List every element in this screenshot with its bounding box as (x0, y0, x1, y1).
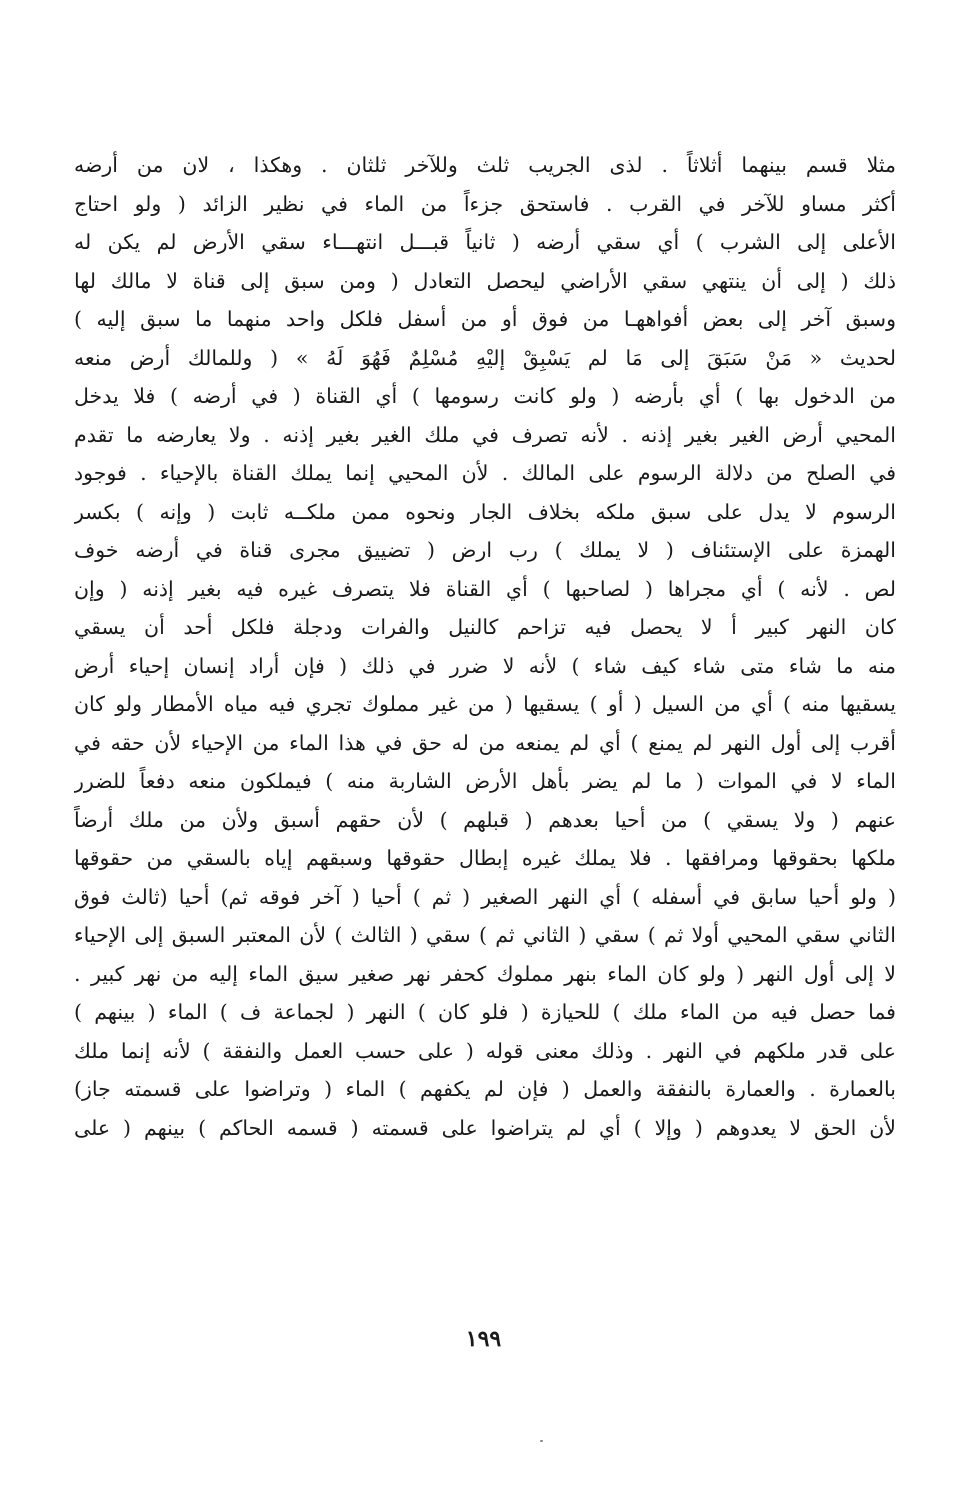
text-line: كان النهر كبير أ لا يحصل فيه تزاحم كالنيل والفرات ودجلة فلكل أحد أن يسقي (74, 615, 896, 639)
text-line: من الدخول بها ) أي بأرضه ( ولو كانت رسومها ) أي القناة ( في أرضه ) فلا يدخل (74, 384, 896, 408)
text-line: على قدر ملكهم في النهر . وذلك معنى قوله ( على حسب العمل والنفقة ) لأنه إنما ملك (74, 1038, 896, 1063)
text-line: ملكها بحقوقها ومرافقها . فلا يملك غيره إبطال حقوقها وسبقهم إياه بالسقي من حقوقها (74, 846, 896, 870)
text-line: الماء لا في الموات ( ما لم يضر بأهل الأرض الشاربة منه ) فيملكون منعه دفعاً للضرر (74, 769, 896, 793)
text-line: لأن الحق لا يعدوهم ( وإلا ) أي لم يتراضوا على قسمته ( قسمه الحاكم ) بينهم ( على (74, 1115, 896, 1140)
text-line: ذلك ( إلى أن ينتهي سقي الأراضي ليحصل التعادل ( ومن سبق إلى قناة لا مالك لها (74, 268, 896, 293)
text-line: يسقيها منه ) أي من السيل ( أو ) يسقيها ( من غير مملوك تجري فيه مياه الأمطار ولو كان (74, 692, 896, 716)
text-line: بالعمارة . والعمارة بالنفقة والعمل ( فإن لم يكفهم ) الماء ( وتراضوا على قسمته جاز) (74, 1077, 896, 1101)
text-line: لا إلى أول النهر ( ولو كان الماء بنهر مملوك كحفر نهر صغير سيق الماء إليه من نهر كبير . (74, 961, 896, 986)
page-number: ١٩٩ (465, 1326, 502, 1352)
text-line: منه ما شاء متى شاء كيف شاء ) لأنه لا ضرر في ذلك ( فإن أراد إنسان إحياء أرض (74, 653, 896, 678)
text-line: المحيي أرض الغير بغير إذنه . لأنه تصرف في ملك الغير بغير إذنه . ولا يعارضه ما تقدم (74, 422, 896, 447)
text-line: لص . لأنه ) أي مجراها ( لصاحبها ) أي القناة فلا يتصرف غيره فيه بغير إذنه ( وإن (74, 576, 896, 601)
text-line: لحديث « مَنْ سَبَقَ إلى مَا لم يَسْبِقْ إليْهِ مُسْلِمٌ فَهُوَ لَهُ » ( وللمالك أرض منعه (74, 345, 896, 370)
text-line: ( ولو أحيا سابق في أسفله ) أي النهر الصغير ( ثم ) أحيا ( آخر فوقه ثم) أحيا (ثالث فوق (74, 884, 896, 909)
text-line: مثلا قسم بينهما أثلاثاً . لذى الجريب ثلث وللآخر ثلثان . وهكذا ، لان من أرضه (74, 153, 896, 177)
text-line: وسبق آخر إلى بعض أفواههـا من فوق أو من أسفل فلكل واحد منهما ما سبق إليه ) (74, 307, 896, 331)
text-line: الهمزة على الإستئناف ( لا يملك ) رب ارض ( تضييق مجرى قناة في أرضه خوف (74, 538, 896, 562)
text-line: عنهم ( ولا يسقي ) من أحيا بعدهم ( قبلهم ) لأن حقهم أسبق ولأن من ملك أرضاً (74, 807, 896, 832)
text-line: فما حصل فيه من الماء ملك ) للحيازة ( فلو كان ) النهر ( لجماعة ف ) الماء ( بينهم ) (74, 1000, 896, 1024)
text-line: الثاني سقي المحيي أولا ثم ) سقي ( الثاني ثم ) سقي ( الثالث ) لأن المعتبر السبق إلى الإحياء (74, 923, 896, 947)
text-line: الأعلى إلى الشرب ) أي سقي أرضه ( ثانياً قبـــل انتهـــاء سقي الأرض لم يكن له (74, 230, 896, 254)
text-line: أكثر مساو للآخر في القرب . فاستحق جزءاً من الماء في نظير الزائد ( ولو احتاج (74, 191, 896, 216)
text-line: أقرب إلى أول النهر لم يمنع ) أي لم يمنعه من له حق في هذا الماء من الإحياء لأن حقه في (74, 730, 896, 755)
body-text (74, 146, 896, 1147)
text-line: الرسوم لا يدل على سبق ملكه بخلاف الجار ونحوه ممن ملكــه ثابت ( وإنه ) بكسر (74, 499, 896, 524)
text-line: في الصلح من دلالة الرسوم على المالك . لأن المحيي إنما يملك القناة بالإحياء . فوجود (74, 461, 896, 485)
scan-speck (540, 1440, 543, 1442)
